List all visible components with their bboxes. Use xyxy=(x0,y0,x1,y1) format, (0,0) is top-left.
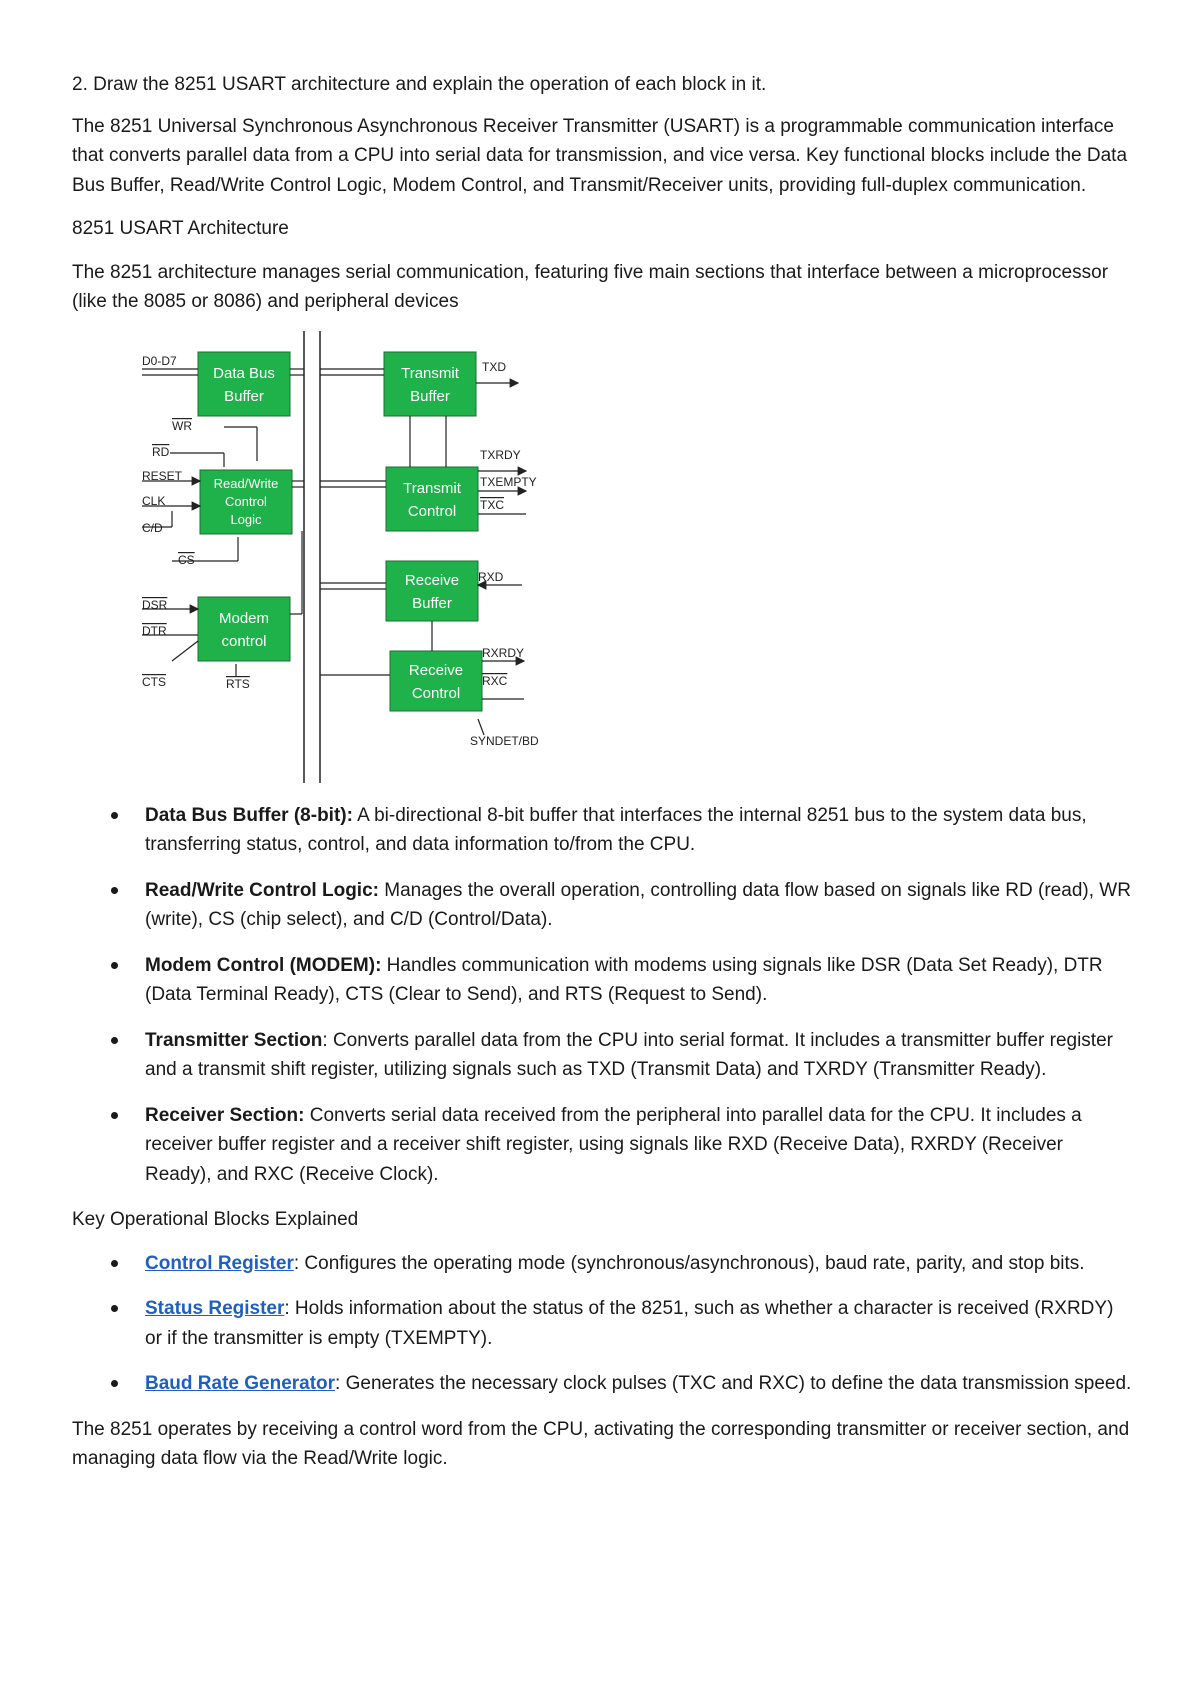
modem-line1: Modem xyxy=(218,609,270,627)
key-blocks-list xyxy=(72,1249,1132,1399)
sig-txrdy: TXRDY xyxy=(480,447,521,462)
receive-buffer-block xyxy=(386,561,478,621)
description: Converts serial data received from the peripheral into parallel data for the CPU. It includes a receiver buffer register and a receiver shift register, using signals like RXD (Receive Data), RXRDY (Receiver Ready), and RXC (Receive Clock). xyxy=(145,1104,1082,1185)
list-item-baud-rate-generator xyxy=(72,1369,1132,1399)
description: Manages the overall operation, controlling data flow based on signals like RD (read), WR (write), CS (chip select), and C/D (Control/Data). xyxy=(145,879,1131,930)
list-item-receiver-section xyxy=(72,1101,1132,1190)
tc-line2: Control xyxy=(407,502,457,520)
bullet-icon xyxy=(111,1305,118,1312)
sig-syndet: SYNDET/BD xyxy=(470,733,539,748)
tb-line1: Transmit xyxy=(401,364,459,382)
bullet-icon xyxy=(111,1380,118,1387)
block-description-list xyxy=(72,801,1132,1190)
sig-reset: RESET xyxy=(142,468,183,483)
conclusion-paragraph: The 8251 operates by receiving a control word from the CPU, activating the corresponding transmitter or receiver section, and managing data flow via the Read/Write logic. xyxy=(72,1418,1130,1469)
bullet-icon xyxy=(111,1260,118,1267)
list-item-read-write-control xyxy=(72,876,1132,935)
sig-rd: RD xyxy=(152,444,170,459)
rc-line2: Control xyxy=(411,684,461,702)
sig-txempty: TXEMPTY xyxy=(480,474,537,489)
document-page xyxy=(72,70,1132,1474)
receive-control-block xyxy=(390,651,482,711)
bullet-icon xyxy=(111,962,118,969)
list-item-control-register xyxy=(72,1249,1132,1279)
modem-line2: control xyxy=(221,632,267,650)
usart-diagram-svg xyxy=(112,331,672,783)
bullet-icon xyxy=(111,887,118,894)
transmit-buffer-block xyxy=(384,352,476,416)
dbb-line2: Buffer xyxy=(224,387,264,405)
list-item-status-register xyxy=(72,1294,1132,1353)
bullet-icon xyxy=(111,1112,118,1119)
sig-cs: CS xyxy=(178,552,195,567)
sig-wr: WR xyxy=(172,418,192,433)
term: Read/Write Control Logic: xyxy=(145,879,379,901)
term: Data Bus Buffer (8-bit): xyxy=(145,804,353,826)
rwc-line3: Logic xyxy=(230,511,262,527)
list-item-transmitter-section xyxy=(72,1026,1132,1085)
description: Handles communication with modems using signals like DSR (Data Set Ready), DTR (Data Terminal Ready), CTS (Clear to Send), and RTS (Request to Send). xyxy=(145,954,1103,1005)
data-bus-buffer-block xyxy=(198,352,290,416)
baud-rate-generator-link[interactable]: Baud Rate Generator xyxy=(145,1373,336,1394)
sig-txd: TXD xyxy=(482,359,506,374)
question-heading: 2. Draw the 8251 USART architecture and explain the operation of each block in it. xyxy=(72,74,767,95)
term: Receiver Section: xyxy=(145,1104,305,1126)
sig-clk: CLK xyxy=(142,493,166,508)
list-item-modem-control xyxy=(72,951,1132,1010)
sig-cd: C/D xyxy=(142,520,163,535)
list-item-data-bus-buffer xyxy=(72,801,1132,860)
sig-txc: TXC xyxy=(480,497,504,512)
description: : Converts parallel data from the CPU into serial format. It includes a transmitter buffer register and a transmit shift register, utilizing signals such as TXD (Transmit Data) and TXRDY (Transmitter Ready). xyxy=(145,1029,1113,1080)
control-register-link[interactable]: Control Register xyxy=(145,1252,294,1274)
architecture-description: The 8251 architecture manages serial communication, featuring five main sections that interface between a microprocessor (like the 8085 or 8086) and peripheral devices xyxy=(72,261,1109,312)
rwc-line1: Read/Write xyxy=(213,475,279,491)
description: : Generates the necessary clock pulses (TXC and RXC) to define the data transmission speed. xyxy=(335,1373,1132,1394)
description: : Configures the operating mode (synchronous/asynchronous), baud rate, parity, and stop bits. xyxy=(293,1252,1085,1274)
usart-block-diagram xyxy=(112,331,672,783)
sig-d0d7: D0-D7 xyxy=(142,353,177,368)
rwc-line2: Control xyxy=(225,493,267,509)
dbb-line1: Data Bus xyxy=(213,364,275,382)
rc-line1: Receive xyxy=(408,661,464,679)
transmit-control-block xyxy=(386,467,478,531)
intro-paragraph: The 8251 Universal Synchronous Asynchronous Receiver Transmitter (USART) is a programmable communication interface that converts parallel data from a CPU into serial data for transmission, and vice versa. Key functional blocks include the Data Bus Buffer, Read/Write Control Logic, Modem Control, and Transmit/Receiver units, providing full-duplex communication. xyxy=(72,115,1128,196)
bullet-icon xyxy=(111,1037,118,1044)
read-write-control-block xyxy=(200,470,292,534)
description: A bi-directional 8-bit buffer that interfaces the internal 8251 bus to the system data bus, transferring status, control, and data information to/from the CPU. xyxy=(145,804,1087,855)
sig-rxrdy: RXRDY xyxy=(482,645,525,660)
architecture-heading: 8251 USART Architecture xyxy=(72,218,289,239)
sig-dsr: DSR xyxy=(142,597,168,612)
sig-rxd: RXD xyxy=(478,569,504,584)
sig-cts: CTS xyxy=(142,674,166,689)
term: Modem Control (MODEM): xyxy=(145,954,382,976)
tb-line2: Buffer xyxy=(410,387,450,405)
status-register-link[interactable]: Status Register xyxy=(145,1298,285,1319)
rb-line1: Receive xyxy=(404,571,460,589)
sig-rts: RTS xyxy=(226,676,250,691)
term: Transmitter Section xyxy=(145,1029,323,1051)
sig-dtr: DTR xyxy=(142,623,167,638)
sig-rxc: RXC xyxy=(482,673,508,688)
key-blocks-heading: Key Operational Blocks Explained xyxy=(72,1209,359,1230)
modem-control-block xyxy=(198,597,290,661)
description: : Holds information about the status of the 8251, such as whether a character is received (RXRDY) or if the transmitter is empty (TXEMPTY). xyxy=(145,1298,1114,1349)
bullet-icon xyxy=(111,812,118,819)
tc-line1: Transmit xyxy=(403,479,461,497)
rb-line2: Buffer xyxy=(412,594,452,612)
